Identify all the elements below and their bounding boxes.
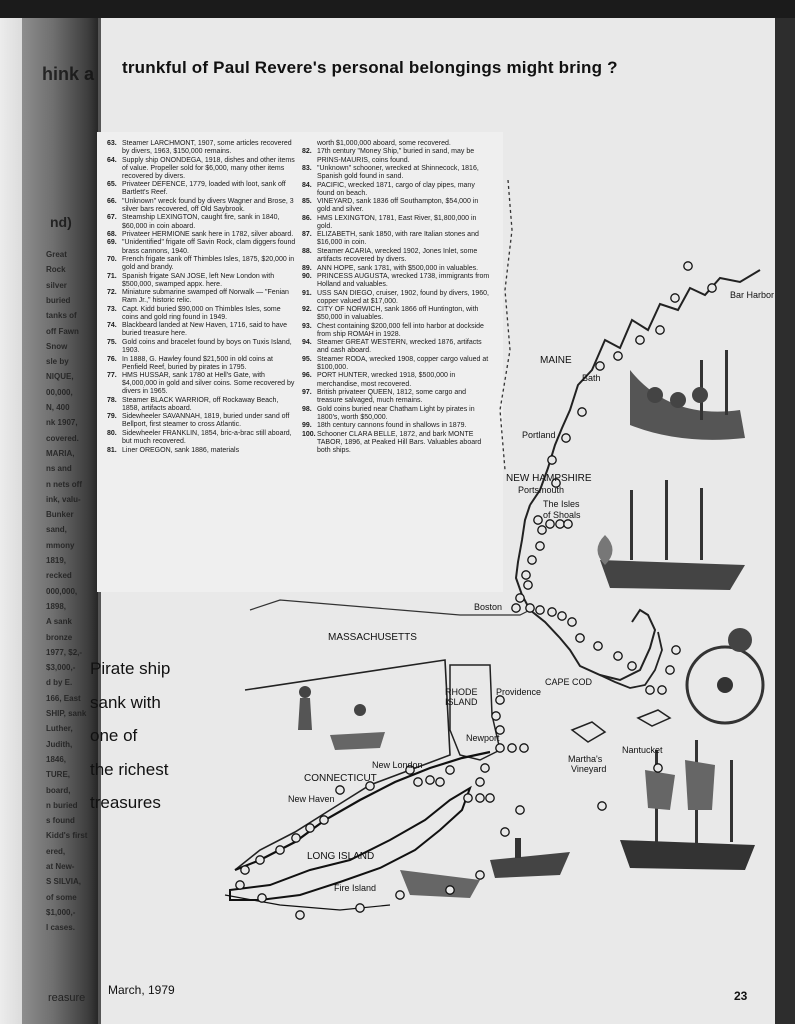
label-connecticut: CONNECTICUT [304, 773, 377, 784]
entry-text: Gold coins buried near Chatham Light by pirates in 1800's, worth $50,000. [317, 405, 475, 421]
facing-page-text-fragment: Judith, [46, 739, 73, 749]
facing-page-text-fragment: off Fawn [46, 326, 79, 336]
facing-page-text-fragment: covered. [46, 433, 79, 443]
facing-page-text-fragment: ns and [46, 464, 72, 474]
facing-page-text-fragment: silver [46, 280, 67, 290]
facing-page-text-fragment: Kidd's first [46, 831, 88, 841]
wreck-marker [684, 262, 692, 270]
entry-number: 76. [107, 355, 117, 363]
entry-number: 82. [302, 148, 312, 156]
wreck-marker [548, 608, 556, 616]
facing-page-text-fragment: ered, [46, 846, 66, 856]
label-new-hampshire: NEW HAMPSHIRE [506, 473, 592, 484]
entry-number: 78. [107, 396, 117, 404]
wreck-marker [534, 516, 542, 524]
pirate-crew-illustration [630, 350, 745, 440]
entry-text: Steamer BLACK WARRIOR, off Rockaway Beach, 1858, artifacts aboard. [122, 396, 279, 412]
entry-text: Sidewheeler FRANKLIN, 1854, bric-a-brac still aboard, but much recovered. [122, 429, 292, 446]
label-bath: Bath [582, 373, 601, 383]
facing-page-text-fragment: d by E. [46, 678, 73, 688]
entry-number: 88. [302, 247, 312, 255]
facing-page-text-fragment: $3,000,- [46, 663, 76, 673]
wreck-marker [501, 828, 509, 836]
label-providence: Providence [496, 687, 542, 697]
label-nantucket: Nantucket [622, 745, 663, 755]
facing-page-text-fragment: n buried [46, 800, 78, 810]
wreck-marker [496, 744, 504, 752]
facing-page-text-fragment: Luther, [46, 724, 73, 734]
wreck-marker [414, 778, 422, 786]
wreck-marker [486, 794, 494, 802]
entry-text: Steamer RODA, wrecked 1908, copper cargo valued at $100,000. [317, 355, 489, 371]
wreck-marker [666, 666, 674, 674]
entry-number: 72. [107, 289, 117, 297]
facing-page-text-fragment: sle by [46, 357, 69, 367]
wreck-marker [464, 794, 472, 802]
facing-page-text-fragment: 1819, [46, 556, 67, 565]
facing-page-edge [0, 18, 22, 1024]
wreck-marker [672, 646, 680, 654]
facing-page-text-fragment: N, 400 [46, 403, 70, 412]
issue-date: March, 1979 [108, 983, 175, 997]
wreck-marker [396, 891, 404, 899]
wreck-marker [296, 911, 304, 919]
wreck-marker [658, 686, 666, 694]
facing-page-text-fragment: s found [46, 816, 75, 826]
entry-text: Miniature submarine swamped off Norwalk — "Fenian Ram Jr.," historic relic. [122, 289, 289, 305]
caption-line: sank with [90, 692, 161, 712]
entry-number: 96. [302, 372, 312, 380]
wreck-marker [654, 764, 662, 772]
label-boston: Boston [474, 602, 503, 612]
wreck-marker [594, 642, 602, 650]
entry-text: Capt. Kidd buried $90,000 on Thimbles Isles, some coins and gold ring found in 1949. [122, 305, 281, 321]
entry-number: 66. [107, 197, 117, 205]
facing-page-headline-fragment: hink a [42, 64, 95, 84]
wreck-marker [558, 612, 566, 620]
facing-page-text-fragment: n nets off [46, 479, 82, 489]
facing-page-text-fragment: Great [46, 250, 67, 259]
entry-number: 75. [107, 338, 117, 346]
wreck-marker [548, 456, 556, 464]
wreck-marker [614, 352, 622, 360]
wreck-marker [320, 816, 328, 824]
entry-text: Privateer HERMIONE sank here in 1782, silver aboard. [122, 230, 294, 238]
entry-number: 86. [302, 214, 312, 222]
entry-text: PACIFIC, wrecked 1871, cargo of clay pipes, many found on beach. [317, 181, 475, 197]
new-england-coastline [516, 505, 655, 680]
long-island-south-shore [225, 895, 390, 910]
treasure-list-entry [302, 140, 492, 148]
entry-text: Chest containing $200,000 fell into harbor at dockside from ship ROMAH in 1928. [317, 322, 484, 338]
facing-page-text-fragment: nk 1907, [46, 418, 78, 428]
wreck-marker [598, 802, 606, 810]
facing-page-text-fragment: Bunker [46, 510, 74, 520]
facing-page-text-fragment: TURE, [46, 770, 70, 780]
label-new-haven: New Haven [288, 794, 335, 804]
facing-page-text-fragment: MARIA, [46, 448, 75, 458]
wreck-marker [258, 894, 266, 902]
entry-text: Liner OREGON, sank 1886, materials [122, 446, 240, 454]
facing-page-text-fragment: NIQUE, [46, 372, 74, 382]
entry-text: Steamer GREAT WESTERN, wrecked 1876, artifacts and cash aboard. [317, 339, 482, 355]
wreck-marker [556, 520, 564, 528]
entry-number: 69. [107, 239, 117, 247]
wreck-marker [516, 594, 524, 602]
label-marthas: Martha's [568, 754, 603, 764]
label-portland: Portland [522, 430, 556, 440]
wreck-marker [524, 581, 532, 589]
wreck-marker [446, 886, 454, 894]
entry-number: 95. [302, 355, 312, 363]
label-island: ISLAND [445, 697, 478, 707]
entry-text: Supply ship ONONDEGA, 1918, dishes and other items of value. Propeller sold for $6,000, many other items recovered by divers. [122, 156, 295, 180]
entry-text: Steamship LEXINGTON, caught fire, sank in 1840, $60,000 in coin aboard. [122, 214, 280, 230]
wreck-marker [236, 881, 244, 889]
entry-number: 79. [107, 413, 117, 421]
entry-number: 73. [107, 305, 117, 313]
facing-page-text-fragment: of some [46, 892, 77, 902]
entry-number: 67. [107, 214, 117, 222]
wreck-marker [536, 542, 544, 550]
facing-page-text-fragment: Rock [46, 265, 66, 275]
entry-number: 85. [302, 198, 312, 206]
wreck-marker [562, 434, 570, 442]
facing-page-text-fragment: buried [46, 295, 71, 305]
pirate-helmsman-illustration [687, 628, 763, 723]
facing-page-footer-fragment: reasure [48, 992, 86, 1004]
entry-number: 64. [107, 156, 117, 164]
caption-line: one of [90, 726, 138, 745]
entry-text: French frigate sank off Thimbles Isles, 1875, $20,000 in gold and brandy. [122, 256, 295, 272]
wreck-marker [656, 326, 664, 334]
facing-page-text-fragment: Snow [46, 341, 68, 351]
facing-page-text-fragment: 1846, [46, 754, 67, 764]
entry-text: 18th century cannons found in shallows in 1879. [317, 422, 467, 430]
facing-page-text-fragment: 000,000, [46, 586, 78, 596]
buried-treasure-illustration [298, 686, 385, 750]
facing-page-text-fragment: at New- [46, 862, 75, 871]
entry-number [302, 140, 317, 148]
entry-text: 17th century "Money Ship," buried in sand, may be PRINS-MAURIS, coins found. [317, 148, 475, 164]
entry-text: Gold coins and bracelet found by boys on Tuxis Island, 1903. [122, 338, 292, 355]
wreck-markers [236, 262, 716, 919]
entry-number: 100. [302, 430, 316, 438]
entry-text: Steamer LARCHMONT, 1907, some articles recovered by divers, 1963, $150,000 remains. [122, 140, 292, 156]
entry-text: VINEYARD, sank 1836 off Southampton, $54,000 in gold and silver. [317, 198, 479, 214]
entry-number: 77. [107, 372, 117, 380]
entry-number: 83. [302, 165, 312, 173]
entry-text: PORT HUNTER, wrecked 1918, $500,000 in merchandise, most recovered. [317, 372, 456, 388]
entry-text: USS SAN DIEGO, cruiser, 1902, found by divers, 1960, copper valued at $17,000. [317, 289, 489, 305]
wreck-marker [671, 294, 679, 302]
entry-number: 71. [107, 272, 117, 280]
wreck-marker [564, 520, 572, 528]
entry-number: 80. [107, 429, 117, 437]
facing-page-text-fragment: 1977, $2,- [46, 647, 83, 657]
label-maine: MAINE [540, 355, 572, 366]
entry-text: "Unknown" schooner, wrecked at Shinnecock, 1816, Spanish gold found in sand. [317, 165, 479, 181]
facing-page-gutter [22, 18, 100, 1024]
entry-text: "Unidentified" frigate off Savin Rock, clam diggers found brass cannons, 1940. [122, 239, 296, 255]
wreck-marker [241, 866, 249, 874]
wreck-marker [614, 652, 622, 660]
entry-number: 87. [302, 231, 312, 239]
entry-text: Privateer DEFENCE, 1779, loaded with loot, sank off Bartlett's Reef. [122, 181, 286, 197]
entry-number: 81. [107, 446, 117, 454]
facing-page-text-fragment: l cases. [46, 923, 75, 933]
facing-page-text-fragment: A sank [46, 617, 72, 627]
entry-number: 70. [107, 256, 117, 264]
wreck-marker [528, 556, 536, 564]
entry-text: CITY OF NORWICH, sank 1866 off Huntington, with $50,000 in valuables. [317, 306, 479, 322]
entry-number: 93. [302, 322, 312, 330]
caption-line: Pirate ship [90, 659, 171, 678]
entry-text: HMS HUSSAR, sank 1780 at Hell's Gate, with $4,000,000 in gold and silver coins. Some recovered by divers in 1965. [122, 372, 295, 396]
treasure-list-entry [107, 140, 297, 156]
wreck-marker [292, 834, 300, 842]
entry-number: 91. [302, 289, 312, 297]
entry-text: Blackbeard landed at New Haven, 1716, said to have buried treasure here. [122, 322, 287, 338]
entry-text: Sidewheeler SAVANNAH, 1819, buried under sand off Bellport, first steamer to cross Atlantic. [122, 413, 290, 429]
wreck-marker [356, 904, 364, 912]
label-newport: Newport [466, 733, 500, 743]
entry-number: 84. [302, 181, 312, 189]
entry-number: 68. [107, 230, 117, 238]
wreck-marker [646, 686, 654, 694]
entry-number: 89. [302, 264, 312, 272]
entry-number: 97. [302, 389, 312, 397]
wreck-marker [481, 764, 489, 772]
entry-number: 99. [302, 422, 312, 430]
entry-text: worth $1,000,000 aboard, some recovered. [317, 140, 451, 147]
entry-number: 94. [302, 339, 312, 347]
wreck-marker [476, 778, 484, 786]
facing-page-text-fragment: ink, valu- [46, 494, 81, 504]
rhode-island-outline [450, 665, 500, 760]
wreck-marker [708, 284, 716, 292]
wreck-marker [496, 696, 504, 704]
facing-page-text-fragment: 00,000, [46, 387, 73, 397]
wreck-marker [508, 744, 516, 752]
entry-text: Schooner CLARA BELLE, 1872, and bark MONTE TABOR, 1896, at Peaked Hill Bars. Valuables aboard both ships. [317, 430, 482, 454]
label-portsmouth: Portsmouth [518, 485, 565, 495]
facing-page-text-fragment: SHIP, sank [46, 709, 87, 718]
label-massachusetts: MASSACHUSETTS [328, 632, 417, 643]
illustration-caption [90, 652, 210, 820]
label-rhode: RHODE [445, 687, 478, 697]
wreck-marker [336, 786, 344, 794]
steamship-illustration [400, 838, 570, 898]
entry-text: ELIZABETH, sank 1850, with rare Italian stones and $16,000 in coin. [317, 231, 479, 247]
facing-page-heading-fragment: nd) [50, 214, 72, 230]
wreck-marker [576, 634, 584, 642]
wreck-marker [636, 336, 644, 344]
entry-text: PRINCESS AUGUSTA, wrecked 1738, immigrants from Holland and valuables. [317, 273, 490, 289]
wreck-marker [546, 520, 554, 528]
label-long-island: LONG ISLAND [307, 851, 375, 862]
page-number: 23 [734, 989, 748, 1003]
entry-number: 63. [107, 140, 117, 147]
facing-page-text-fragment: 1898, [46, 601, 67, 611]
entry-text: Spanish frigate SAN JOSE, left New London with $500,000, swamped appx. here. [122, 272, 275, 288]
entry-text: British privateer QUEEN, 1812, some cargo and treasure salvaged, much remains. [317, 389, 467, 405]
label-cape-cod: CAPE COD [545, 677, 593, 687]
page-headline: trunkful of Paul Revere's personal belongings might bring ? [122, 58, 618, 77]
facing-page-text-fragment: bronze [46, 632, 73, 642]
entry-number: 92. [302, 306, 312, 314]
entry-text: ANN HOPE, sank 1781, with $500,000 in valuables. [317, 264, 479, 272]
facing-page-text-fragment: board, [46, 785, 71, 795]
entry-number: 65. [107, 181, 117, 189]
facing-page-text-fragment: $1,000,- [46, 907, 76, 917]
wreck-marker [436, 778, 444, 786]
label-new-london: New London [372, 760, 423, 770]
wreck-marker [522, 571, 530, 579]
entry-number: 74. [107, 322, 117, 330]
label-bar-harbor: Bar Harbor [730, 290, 775, 300]
wreck-marker [520, 744, 528, 752]
entry-text: Steamer ACARIA, wrecked 1902, Jones Inlet, some artifacts recovered by divers. [317, 247, 478, 264]
entry-number: 90. [302, 273, 312, 281]
wreck-marker [578, 408, 586, 416]
wreck-marker [512, 604, 520, 612]
facing-page-text-fragment: sand, [46, 525, 67, 535]
marthas-vineyard-island [572, 722, 605, 742]
entry-text: "Unknown" wreck found by divers Wagner and Brose, 3 silver bars recovered, off Old Saybrook. [122, 197, 294, 213]
entry-text: HMS LEXINGTON, 1781, East River, $1,800,000 in gold. [317, 214, 477, 230]
wreck-marker [526, 604, 534, 612]
label-fire-island: Fire Island [334, 883, 377, 893]
wreck-marker [256, 856, 264, 864]
wreck-marker [538, 526, 546, 534]
caption-line: the richest [90, 759, 169, 779]
treasure-list-entry [302, 148, 492, 164]
wreck-marker [306, 824, 314, 832]
sailing-ship-illustration [620, 740, 755, 870]
wreck-marker [492, 712, 500, 720]
wreck-marker [596, 362, 604, 370]
facing-page-text-fragment: recked [46, 571, 72, 581]
label-isles-of-shoals-line2: of Shoals [543, 510, 581, 520]
battleship-illustration [598, 480, 746, 590]
nantucket-island [638, 710, 670, 726]
facing-page-text-fragment: 166, East [46, 693, 81, 703]
facing-page-text-fragment: S SILVIA, [46, 877, 81, 887]
wreck-marker [426, 776, 434, 784]
facing-page-text-fragment: mmony [46, 540, 75, 550]
caption-line: treasures [90, 793, 161, 812]
wreck-marker [276, 846, 284, 854]
treasure-map [200, 170, 780, 930]
label-vineyard: Vineyard [571, 764, 607, 774]
maine-interior-border [500, 180, 512, 470]
wreck-marker [446, 766, 454, 774]
entry-text: In 1888, G. Hawley found $21,500 in old coins at Penfield Reef, buried by pirates in 1795. [122, 355, 273, 371]
wreck-marker [476, 794, 484, 802]
label-isles-of-shoals-line1: The Isles [543, 499, 580, 509]
wreck-marker [516, 806, 524, 814]
entry-number: 98. [302, 405, 312, 413]
wreck-marker [628, 662, 636, 670]
wreck-marker [568, 618, 576, 626]
wreck-marker [536, 606, 544, 614]
facing-page-text-fragment: tanks of [46, 311, 77, 321]
wreck-marker [476, 871, 484, 879]
